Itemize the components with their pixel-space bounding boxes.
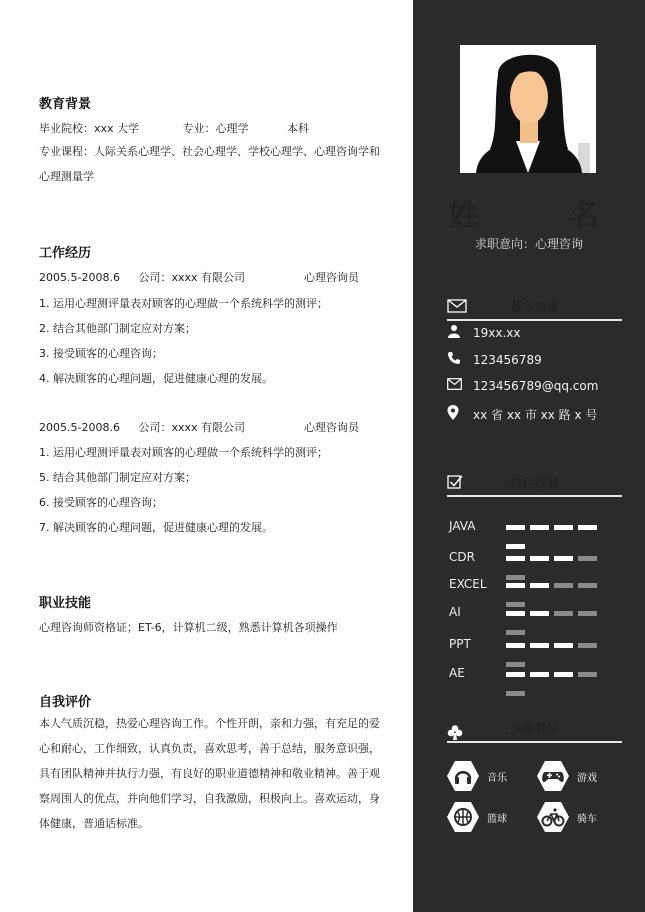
skill-segment-empty	[506, 691, 525, 696]
skill-segment-filled	[506, 643, 525, 648]
education-row	[39, 120, 309, 136]
skill-segment-filled	[506, 583, 525, 588]
skill-name: AI	[449, 605, 461, 619]
job-company: 公司：xxxx 有限公司	[138, 271, 246, 284]
skill-segment-empty	[578, 643, 597, 648]
divider	[447, 495, 622, 497]
education-title: 教育背景	[39, 97, 92, 112]
job-duty: 4. 解决顾客的心理问题，促进健康心理的发展。	[39, 372, 273, 385]
profile-photo	[460, 45, 596, 173]
basketball-icon	[447, 801, 479, 833]
skill-row	[449, 577, 621, 593]
hobbies-title: 兴趣爱好	[510, 722, 559, 736]
job-duty: 1. 运用心理测评量表对顾客的心理做一个系统科学的测评；	[39, 446, 328, 459]
bicycle-icon	[537, 801, 569, 833]
hobby-label: 音乐	[487, 773, 507, 784]
skill-segment-filled	[530, 611, 549, 616]
skill-name: CDR	[449, 550, 475, 564]
hobby-game	[537, 760, 617, 792]
gamepad-icon	[537, 760, 569, 792]
work-title: 工作经历	[39, 246, 92, 261]
skill-segment-empty	[578, 672, 597, 677]
skill-segment-empty	[554, 583, 573, 588]
skill-segment-filled	[506, 556, 525, 561]
phone-icon	[447, 351, 467, 368]
job-period: 2005.5-2008.6	[39, 421, 120, 434]
info-email: 123456789@qq.com	[447, 378, 598, 393]
skill-name: AE	[449, 666, 465, 680]
candidate-name: 姓 名	[448, 198, 640, 233]
skill-segment-empty	[506, 630, 525, 635]
skill-segment-filled	[506, 611, 525, 616]
skill-segment-filled	[530, 583, 549, 588]
info-birth: 19xx.xx	[447, 324, 521, 341]
hobby-basketball	[447, 801, 527, 833]
basic-info-header	[447, 296, 622, 318]
divider	[447, 319, 622, 321]
skill-row	[449, 519, 621, 535]
hobby-music	[447, 760, 527, 792]
skill-segment-filled	[530, 643, 549, 648]
skill-segment-filled	[530, 672, 549, 677]
skill-row	[449, 666, 621, 682]
basic-info-title: 基本信息	[510, 300, 559, 314]
skills-title: 职业技能	[39, 596, 92, 611]
skill-segment-empty	[578, 556, 597, 561]
skills-text: 心理咨询师资格证；ET-6，计算机二级，熟悉计算机各项操作	[39, 621, 338, 634]
location-icon	[447, 405, 467, 423]
hobby-cycling	[537, 801, 617, 833]
skill-segment-filled	[506, 525, 525, 530]
headphones-icon	[447, 760, 479, 792]
skill-row	[449, 637, 621, 653]
skill-name: EXCEL	[449, 577, 487, 591]
skill-row	[449, 550, 621, 566]
skill-segment-filled	[554, 525, 573, 530]
info-phone: 123456789	[447, 351, 542, 368]
job-period: 2005.5-2008.6	[39, 271, 120, 284]
skill-segment-filled	[578, 525, 597, 530]
skill-segment-filled	[506, 672, 525, 677]
job-company: 公司：xxxx 有限公司	[138, 421, 246, 434]
skill-segment-filled	[554, 556, 573, 561]
skill-segment-filled	[554, 643, 573, 648]
degree: 本科	[287, 122, 309, 135]
software-title: 软件技能	[510, 476, 559, 490]
job-1-header	[39, 269, 359, 285]
school: 毕业院校：xxx 大学	[39, 122, 140, 135]
courses: 专业课程：人际关系心理学、社会心理学、学校心理学、心理咨询学和心理测量学	[39, 145, 380, 183]
major: 专业：心理学	[182, 122, 249, 135]
avatar-illustration	[460, 45, 596, 173]
job-position: 心理咨询员	[304, 421, 359, 434]
hobby-label: 骑车	[577, 814, 597, 825]
hobbies-header	[447, 718, 622, 740]
skill-segment-filled	[554, 672, 573, 677]
user-icon	[447, 324, 467, 341]
skill-segment-filled	[530, 556, 549, 561]
job-2-header	[39, 419, 359, 435]
skill-segment-empty	[578, 583, 597, 588]
skill-segment-filled	[530, 525, 549, 530]
skill-level-bar	[506, 672, 621, 710]
info-address: xx 省 xx 市 xx 路 x 号	[447, 405, 597, 423]
job-position: 心理咨询员	[304, 271, 359, 284]
job-duty: 5. 结合其他部门制定应对方案；	[39, 471, 196, 484]
self-eval-text: 本人气质沉稳，热爱心理咨询工作。个性开朗，亲和力强，有充足的爱心和耐心，工作细致，认真负责，喜欢思考，善于总结，服务意识强，具有团队精神并执行力强，有良好的职业道德精神和敬业精神。善于观察周围人的优点，并向他们学习，自我激励，积极向上。喜欢运动，身体健康，普通话标准。	[39, 717, 380, 830]
skill-segment-filled	[506, 544, 525, 549]
job-duty: 1. 运用心理测评量表对顾客的心理做一个系统科学的测评；	[39, 297, 328, 310]
mail-icon	[447, 378, 467, 393]
skill-name: PPT	[449, 637, 471, 651]
job-intent: 求职意向：心理咨询	[474, 237, 583, 251]
skill-row	[449, 605, 621, 621]
skill-name: JAVA	[449, 519, 476, 533]
skill-segment-empty	[554, 611, 573, 616]
software-header	[447, 472, 622, 494]
job-duty: 6. 接受顾客的心理咨询；	[39, 496, 163, 509]
job-duty: 2. 结合其他部门制定应对方案；	[39, 322, 196, 335]
hobby-label: 篮球	[487, 814, 507, 825]
self-eval-title: 自我评价	[39, 695, 92, 710]
hobby-label: 游戏	[577, 773, 597, 784]
job-duty: 7. 解决顾客的心理问题，促进健康心理的发展。	[39, 521, 273, 534]
divider	[447, 741, 622, 743]
job-duty: 3. 接受顾客的心理咨询；	[39, 347, 163, 360]
skill-segment-empty	[578, 611, 597, 616]
